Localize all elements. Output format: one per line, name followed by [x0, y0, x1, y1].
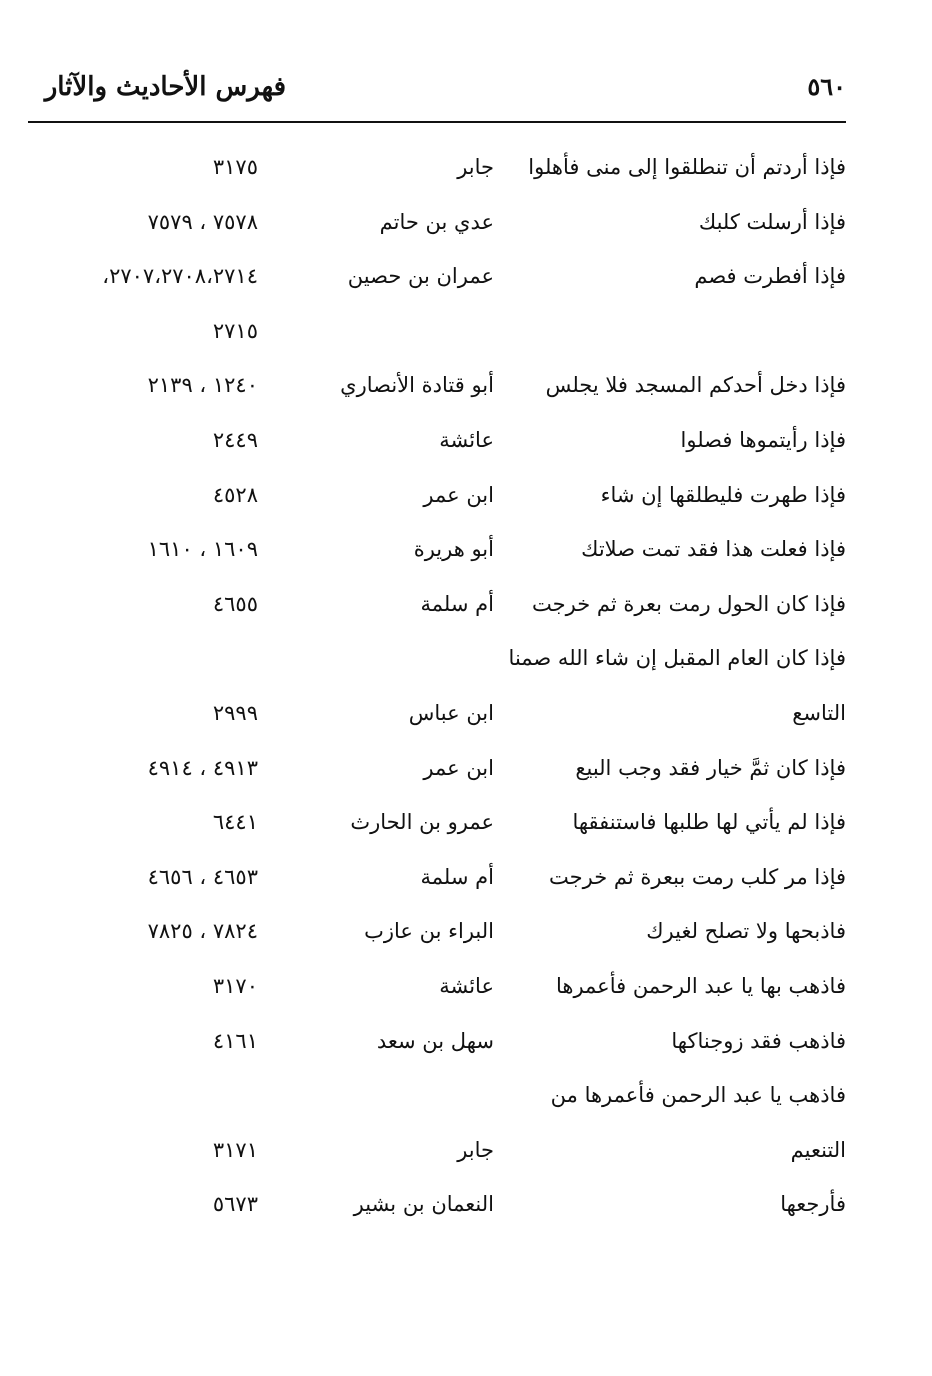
narrator-name: عمران بن حصين — [347, 264, 494, 289]
narrator-name: جابر — [457, 155, 494, 179]
narrator-name: ابن عباس — [408, 700, 494, 725]
index-row — [28, 413, 846, 468]
index-row — [28, 631, 846, 686]
narrator-name: أبو هريرة — [413, 537, 494, 562]
narrator-name: ابن عمر — [423, 482, 494, 507]
narrator-name: أم سلمة — [420, 591, 494, 616]
hadith-text: التاسع — [792, 700, 846, 725]
header-divider — [28, 121, 846, 123]
index-row — [28, 249, 846, 304]
hadith-numbers: ٦٤٤١ — [212, 810, 258, 835]
hadith-numbers: ٣١٧٥ — [212, 155, 258, 179]
page-number: ٥٦٠ — [807, 72, 846, 101]
hadith-numbers: ٣١٧١ — [212, 1137, 258, 1162]
page-title: فهرس الأحاديث والآثار — [44, 72, 286, 102]
hadith-numbers: ٧٨٢٤ ، ٧٨٢٥ — [147, 919, 258, 944]
index-row — [28, 959, 846, 1014]
hadith-numbers: ٤٦٥٣ ، ٤٦٥٦ — [147, 864, 258, 889]
hadith-text: فإذا طهرت فليطلقها إن شاء — [600, 482, 846, 507]
narrator-name: سهل بن سعد — [376, 1028, 494, 1053]
hadith-numbers: ٣١٧٠ — [212, 973, 258, 998]
hadith-numbers: ١٢٤٠ ، ٢١٣٩ — [147, 373, 258, 398]
narrator-name: عائشة — [439, 973, 494, 998]
hadith-text: التنعيم — [790, 1137, 846, 1162]
narrator-name: عدي بن حاتم — [379, 209, 494, 234]
index-row — [28, 904, 846, 959]
hadith-numbers: ٤٥٢٨ — [212, 482, 258, 507]
index-row — [28, 195, 846, 250]
index-row — [28, 304, 846, 359]
index-row — [28, 140, 846, 195]
hadith-numbers: ١٦٠٩ ، ١٦١٠ — [147, 537, 258, 562]
hadith-text: فاذهب يا عبد الرحمن فأعمرها من — [550, 1083, 846, 1108]
hadith-text: فإذا مر كلب رمت ببعرة ثم خرجت — [549, 864, 846, 889]
narrator-name: أم سلمة — [420, 864, 494, 889]
index-row — [28, 577, 846, 632]
hadith-text: فإذا كان العام المقبل إن شاء الله صمنا — [508, 646, 846, 671]
hadith-text: فإذا كان ثمَّ خيار فقد وجب البيع — [575, 755, 846, 780]
narrator-name: النعمان بن بشير — [353, 1192, 494, 1217]
hadith-numbers: ٢٧١٥ — [212, 318, 258, 343]
index-row — [28, 1068, 846, 1123]
hadith-text: فاذهب فقد زوجناكها — [671, 1028, 846, 1053]
hadith-numbers: ٤٩١٣ ، ٤٩١٤ — [147, 755, 258, 780]
hadith-text: فاذبحها ولا تصلح لغيرك — [646, 919, 846, 944]
page-header — [28, 62, 846, 110]
index-row — [28, 1177, 846, 1232]
index-row — [28, 795, 846, 850]
narrator-name: عمرو بن الحارث — [350, 810, 494, 835]
hadith-text: فإذا أرسلت كلبك — [698, 209, 846, 234]
narrator-name: ابن عمر — [423, 755, 494, 780]
narrator-name: جابر — [457, 1137, 494, 1162]
hadith-numbers: ٢٩٩٩ — [212, 700, 258, 725]
hadith-numbers: ٥٦٧٣ — [212, 1192, 258, 1217]
narrator-name: عائشة — [439, 427, 494, 452]
hadith-index-list — [28, 140, 846, 1232]
narrator-name: أبو قتادة الأنصاري — [340, 373, 494, 398]
index-row — [28, 358, 846, 413]
hadith-text: فإذا فعلت هذا فقد تمت صلاتك — [581, 537, 846, 562]
hadith-numbers: ٤١٦١ — [212, 1028, 258, 1053]
narrator-name: البراء بن عازب — [364, 919, 494, 944]
index-row — [28, 850, 846, 905]
hadith-text: فإذا رأيتموها فصلوا — [680, 427, 846, 452]
index-row — [28, 1014, 846, 1069]
hadith-numbers: ٤٦٥٥ — [212, 591, 258, 616]
hadith-text: فإذا دخل أحدكم المسجد فلا يجلس — [545, 373, 846, 398]
hadith-text: فإذا أردتم أن تنطلقوا إلى منى فأهلوا — [528, 155, 846, 179]
hadith-text: فاذهب بها يا عبد الرحمن فأعمرها — [555, 973, 846, 998]
index-row — [28, 741, 846, 796]
hadith-text: فإذا كان الحول رمت بعرة ثم خرجت — [532, 591, 846, 616]
index-row — [28, 686, 846, 741]
index-row — [28, 468, 846, 523]
hadith-numbers: ٢٤٤٩ — [212, 427, 258, 452]
hadith-numbers: ٧٥٧٨ ، ٧٥٧٩ — [147, 209, 258, 234]
hadith-text: فإذا أفطرت فصم — [694, 264, 846, 289]
index-row — [28, 522, 846, 577]
hadith-text: فإذا لم يأتي لها طلبها فاستنفقها — [572, 810, 846, 835]
index-row — [28, 1123, 846, 1178]
hadith-text: فأرجعها — [780, 1192, 846, 1217]
hadith-numbers: ٢٧٠٧،٢٧٠٨،٢٧١٤، — [102, 264, 258, 289]
